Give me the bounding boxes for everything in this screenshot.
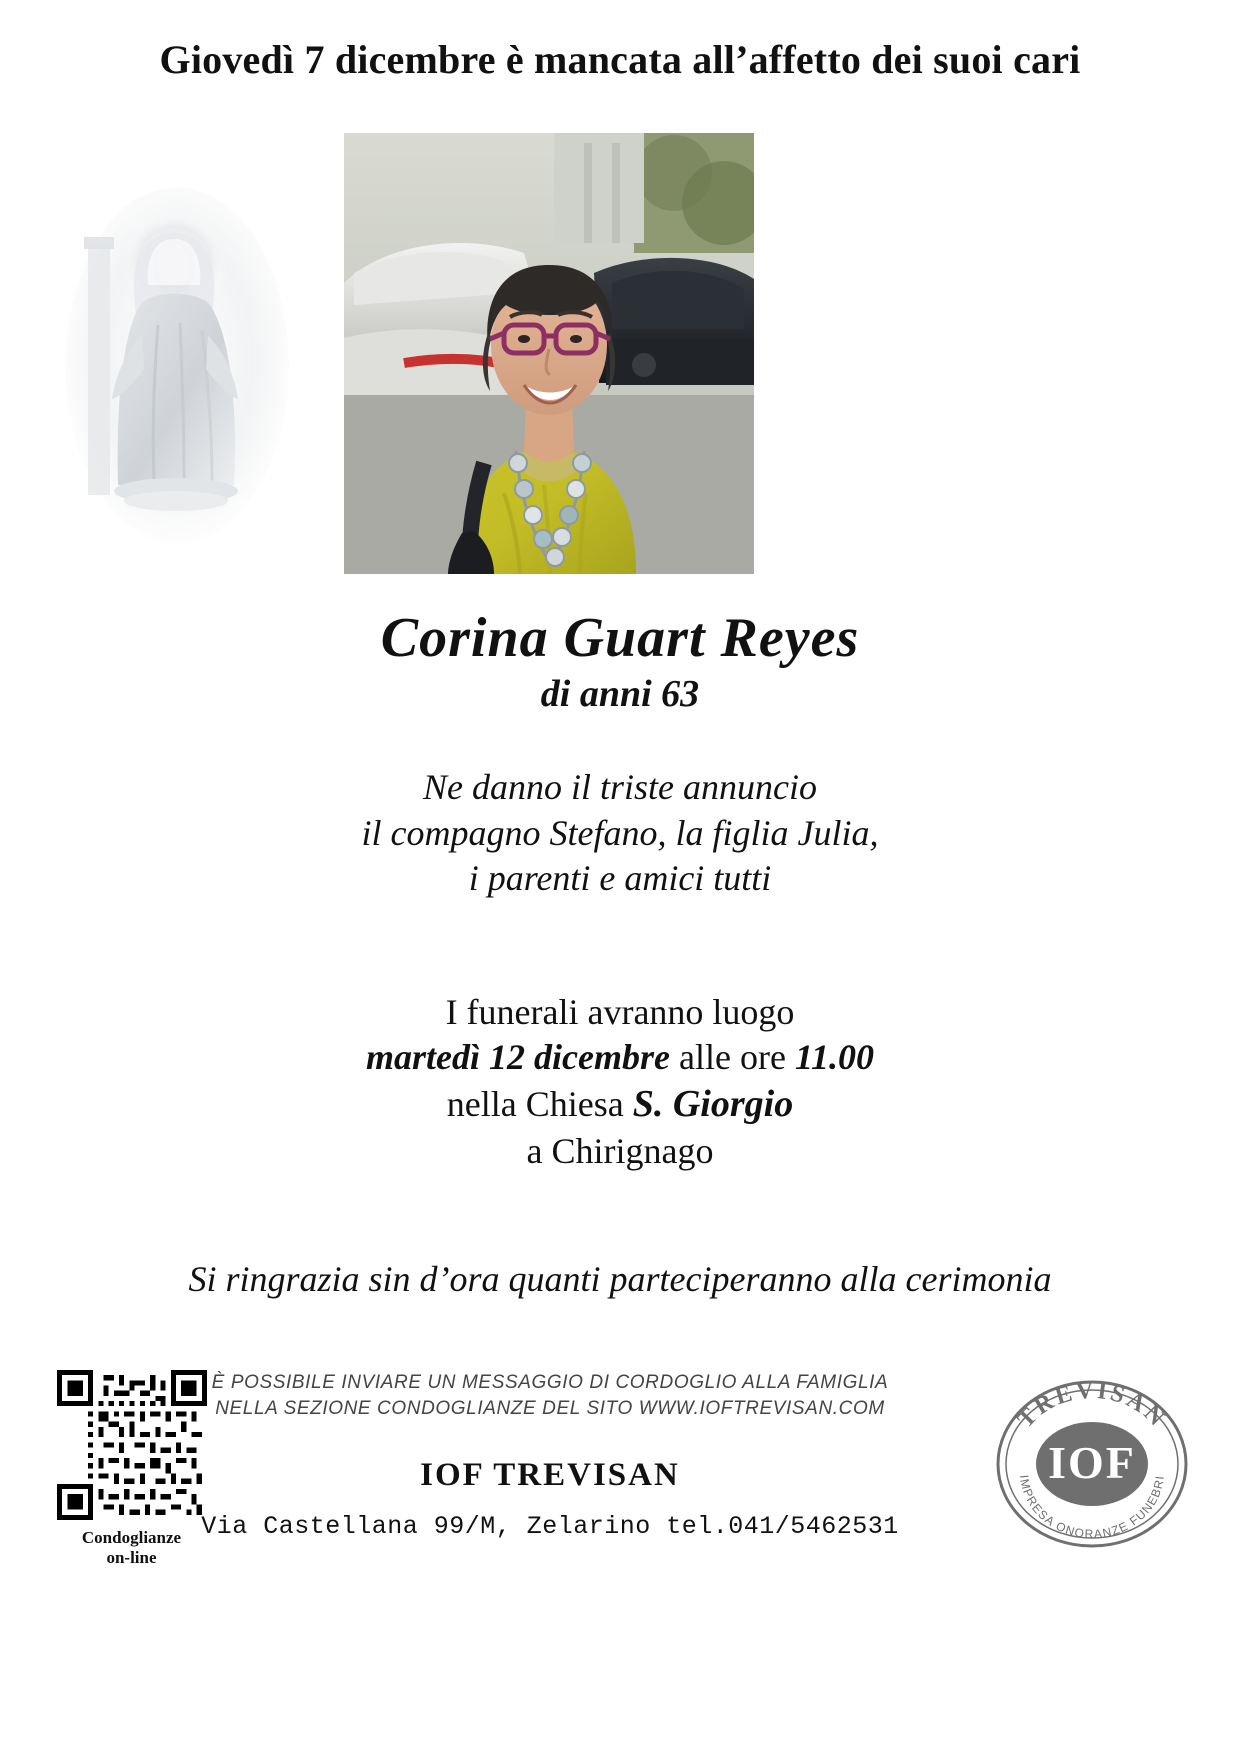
portrait-photo <box>344 133 754 574</box>
announce-line-1: Ne danno il triste annuncio <box>423 767 817 807</box>
footer-note-line-2: NELLA SEZIONE CONDOGLIANZE DEL SITO WWW.IOFTREVISAN.COM <box>215 1397 885 1419</box>
funeral-line-1: I funerali avranno luogo <box>445 992 795 1032</box>
funeral-day: martedì 12 dicembre <box>366 1037 670 1078</box>
footer-address: Via Castellana 99/M, Zelarino tel.041/5462531 <box>201 1512 899 1542</box>
deceased-age: di anni 63 <box>540 673 700 715</box>
funeral-time: 11.00 <box>794 1037 874 1078</box>
announce-line-3: i parenti e amici tutti <box>468 858 772 899</box>
footer-center <box>200 1370 900 1541</box>
logo-bottom-text: IMPRESA ONORANZE FUNEBRI <box>1017 1474 1167 1542</box>
announcement-top-line: Giovedì 7 dicembre è mancata all’affetto dei suoi cari <box>159 37 1081 82</box>
thanks-line: Si ringrazia sin d’ora quanti parteciperanno alla cerimonia <box>188 1259 1052 1299</box>
footer-brand: IOF TREVISAN <box>420 1457 680 1494</box>
announce-line-2: il compagno Stefano, la figlia Julia, <box>361 812 879 853</box>
funeral-place-line <box>0 1081 1240 1129</box>
footer-note-line-1: È POSSIBILE INVIARE UN MESSAGGIO DI CORDOGLIO ALLA FAMIGLIA <box>211 1372 889 1393</box>
qr-caption-line-1: Condoglianze <box>81 1528 182 1547</box>
funeral-datetime-line <box>0 1035 1240 1080</box>
funeral-church: S. Giorgio <box>632 1082 794 1125</box>
deceased-name: Corina Guart Reyes <box>380 607 860 669</box>
footer <box>0 1370 1240 1754</box>
qr-caption-line-2: on-line <box>106 1547 157 1567</box>
funeral-town: a Chirignago <box>526 1130 714 1171</box>
madonna-statue-watermark <box>62 185 292 545</box>
qr-code-block[interactable] <box>44 1370 219 1567</box>
logo-top-text: TREVISAN <box>1012 1377 1172 1434</box>
iof-trevisan-logo <box>992 1372 1192 1557</box>
qr-code-icon[interactable] <box>57 1370 207 1520</box>
funeral-time-prefix: alle ore <box>679 1037 786 1078</box>
qr-caption <box>44 1528 219 1567</box>
logo-center-text: IOF <box>1048 1437 1136 1488</box>
funeral-block <box>0 990 1240 1174</box>
footer-note <box>200 1370 900 1421</box>
funeral-place-prefix: nella Chiesa <box>446 1083 624 1124</box>
announce-block <box>0 765 1240 902</box>
